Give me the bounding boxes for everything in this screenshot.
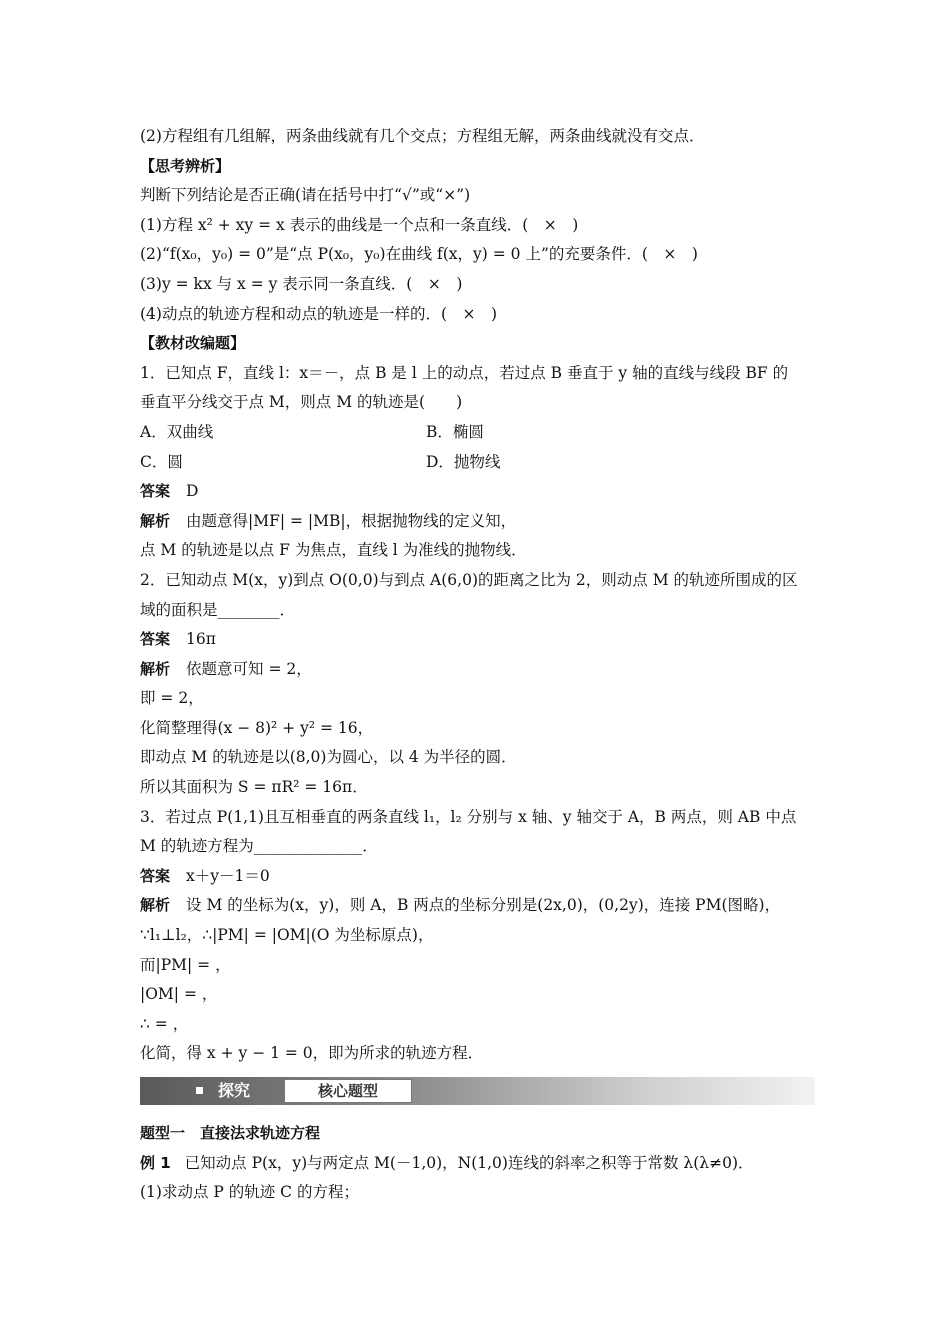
analysis-label: 解析 (140, 659, 171, 678)
example-1-part-1: (1)求动点 P 的轨迹 C 的方程； (140, 1183, 359, 1202)
analysis-text: 化简，得 x + y − 1 = 0，即为所求的轨迹方程． (140, 1044, 484, 1063)
square-bullet-icon (196, 1087, 203, 1094)
judge-item-3: (3)y = kx 与 x = y 表示同一条直线．( × ) (140, 274, 463, 293)
analysis-text: |OM| = ， (140, 985, 218, 1004)
heading-think: 【思考辨析】 (140, 156, 231, 175)
option-d: D．抛物线 (426, 452, 501, 471)
answer-label: 答案 (140, 482, 171, 501)
option-a: A．双曲线 (140, 422, 214, 441)
analysis-label: 解析 (140, 511, 171, 530)
heading-textbook: 【教材改编题】 (140, 334, 246, 353)
judge-item-1: (1)方程 x² + xy = x 表示的曲线是一个点和一条直线．( × ) (140, 215, 579, 234)
question-3-line-2: M 的轨迹方程为______________． (140, 837, 378, 856)
banner-label-explore: 探究 (218, 1081, 251, 1100)
judge-item-2: (2)“f(x₀，y₀) = 0”是“点 P(x₀，y₀)在曲线 f(x，y) = 0 上”的充要条件．( × ) (140, 245, 698, 264)
question-2-line-1: 2．已知动点 M(x，y)到点 O(0,0)与到点 A(6,0)的距离之比为 2，则动点 M 的轨迹所围成的区 (140, 570, 798, 589)
analysis-text: 即动点 M 的轨迹是以(8,0)为圆心，以 4 为半径的圆． (140, 748, 517, 767)
answer-label: 答案 (140, 630, 171, 649)
answer-value: 16π (186, 630, 216, 649)
analysis-text: 依题意可知 = 2， (186, 659, 312, 678)
analysis-text: 点 M 的轨迹是以点 F 为焦点，直线 l 为准线的抛物线． (140, 541, 527, 560)
section-title: 题型一 直接法求轨迹方程 (140, 1124, 321, 1142)
answer-line (140, 625, 815, 655)
answer-line (140, 862, 815, 892)
analysis-text: 而|PM| = ， (140, 955, 231, 974)
example-text: 已知动点 P(x，y)与两定点 M(－1,0)，N(1,0)连线的斜率之积等于常数 λ(λ≠0)． (184, 1153, 754, 1172)
content (140, 122, 815, 1208)
question-3-line-1: 3．若过点 P(1,1)且互相垂直的两条直线 l₁，l₂ 分别与 x 轴、y 轴交于 A，B 两点，则 AB 中点 (140, 807, 797, 826)
question-1-line-2: 垂直平分线交于点 M，则点 M 的轨迹是( ) (140, 393, 463, 412)
analysis-text: 化简整理得(x − 8)² + y² = 16， (140, 718, 374, 737)
example-1 (140, 1149, 815, 1179)
section-banner (140, 1077, 815, 1105)
analysis-text: 所以其面积为 S = πR² = 16π． (140, 778, 368, 797)
text-line: 判断下列结论是否正确(请在括号中打“√”或“×”) (140, 186, 471, 205)
answer-label: 答案 (140, 866, 171, 885)
answer-value: x＋y－1＝0 (186, 866, 270, 885)
question-1-line-1: 1．已知点 F，直线 l：x＝－，点 B 是 l 上的动点，若过点 B 垂直于 y 轴的直线与线段 BF 的 (140, 363, 789, 382)
analysis-text: ∴ = ， (140, 1014, 189, 1033)
options-row (140, 418, 815, 448)
example-label: 例 1 (140, 1153, 171, 1172)
analysis-text: 即 = 2， (140, 689, 204, 708)
analysis-line (140, 507, 815, 537)
analysis-text: 由题意得|MF| = |MB|，根据抛物线的定义知， (186, 511, 517, 530)
analysis-label: 解析 (140, 896, 171, 915)
options-row (140, 448, 815, 478)
text-line: (2)方程组有几组解，两条曲线就有几个交点；方程组无解，两条曲线就没有交点． (140, 127, 705, 145)
banner-label-core: 核心题型 (284, 1079, 412, 1103)
option-c: C．圆 (140, 452, 183, 471)
analysis-text: ∵l₁⊥l₂，∴|PM| = |OM|(O 为坐标原点)， (140, 926, 434, 945)
analysis-line (140, 655, 815, 685)
answer-value: D (186, 482, 199, 501)
analysis-line (140, 891, 815, 921)
answer-line (140, 477, 815, 507)
analysis-text: 设 M 的坐标为(x，y)，则 A，B 两点的坐标分别是(2x,0)，(0,2y)，连接 PM(图略)， (186, 896, 781, 915)
option-b: B．椭圆 (426, 422, 484, 441)
question-2-line-2: 域的面积是________． (140, 600, 296, 619)
judge-item-4: (4)动点的轨迹方程和动点的轨迹是一样的．( × ) (140, 304, 498, 323)
